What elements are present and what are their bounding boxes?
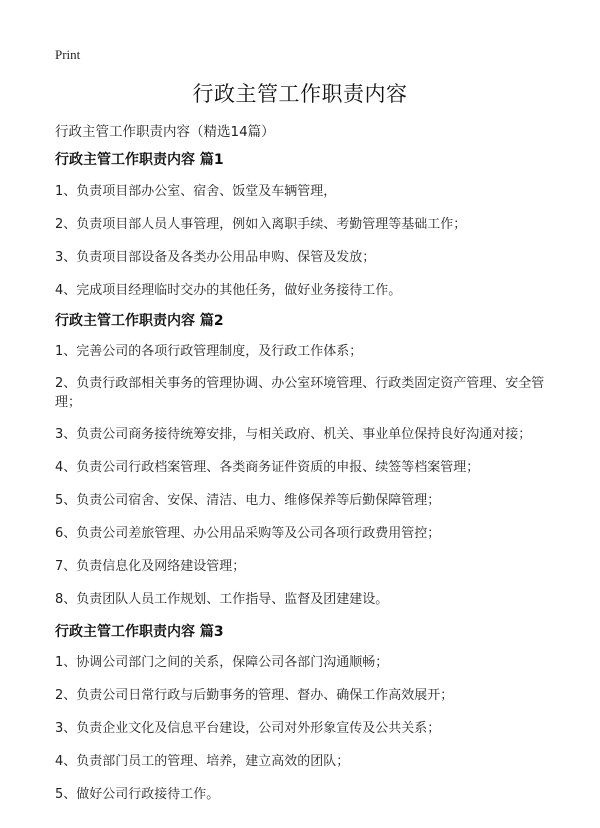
- document-body: [55, 150, 555, 804]
- section-2: [55, 311, 555, 609]
- section-heading: 行政主管工作职责内容 篇2: [55, 313, 224, 329]
- section-heading: 行政主管工作职责内容 篇3: [55, 624, 224, 640]
- list-item: 2、负责公司日常行政与后勤事务的管理、督办、确保工作高效展开；: [55, 688, 454, 703]
- list-item: 1、负责项目部办公室、宿舍、饭堂及车辆管理，: [55, 184, 337, 199]
- list-item: 2、负责项目部人员人事管理，例如入离职手续、考勤管理等基础工作；: [55, 217, 467, 232]
- list-item: 2、负责行政部相关事务的管理协调、办公室环境管理、行政类固定资产管理、安全管理；: [55, 376, 545, 410]
- list-item: 4、完成项目经理临时交办的其他任务，做好业务接待工作。: [55, 283, 402, 298]
- section-heading: 行政主管工作职责内容 篇1: [55, 152, 224, 168]
- list-item: 3、负责企业文化及信息平台建设，公司对外形象宣传及公共关系；: [55, 721, 441, 736]
- print-link[interactable]: Print: [55, 47, 81, 62]
- list-item: 4、负责公司行政档案管理、各类商务证件资质的申报、续签等档案管理；: [55, 460, 480, 475]
- list-item: 7、负责信息化及网络建设管理；: [55, 559, 246, 574]
- list-item: 3、负责项目部设备及各类办公用品申购、保管及发放；: [55, 250, 376, 265]
- page-title: 行政主管工作职责内容: [192, 82, 408, 106]
- list-item: 1、完善公司的各项行政管理制度，及行政工作体系；: [55, 344, 363, 359]
- list-item: 1、协调公司部门之间的关系，保障公司各部门沟通顺畅；: [55, 655, 389, 670]
- list-item: 5、负责公司宿舍、安保、清洁、电力、维修保养等后勤保障管理；: [55, 493, 441, 508]
- list-item: 8、负责团队人员工作规划、工作指导、监督及团建建设。: [55, 592, 389, 607]
- section-3: [55, 622, 555, 804]
- list-item: 5、做好公司行政接待工作。: [55, 787, 220, 802]
- document-subtitle: 行政主管工作职责内容（精选14篇）: [55, 124, 275, 140]
- list-item: 6、负责公司差旅管理、办公用品采购等及公司各项行政费用管控；: [55, 526, 441, 541]
- section-1: [55, 150, 555, 300]
- list-item: 4、负责部门员工的管理、培养，建立高效的团队；: [55, 754, 350, 769]
- list-item: 3、负责公司商务接待统筹安排，与相关政府、机关、事业单位保持良好沟通对接；: [55, 427, 532, 442]
